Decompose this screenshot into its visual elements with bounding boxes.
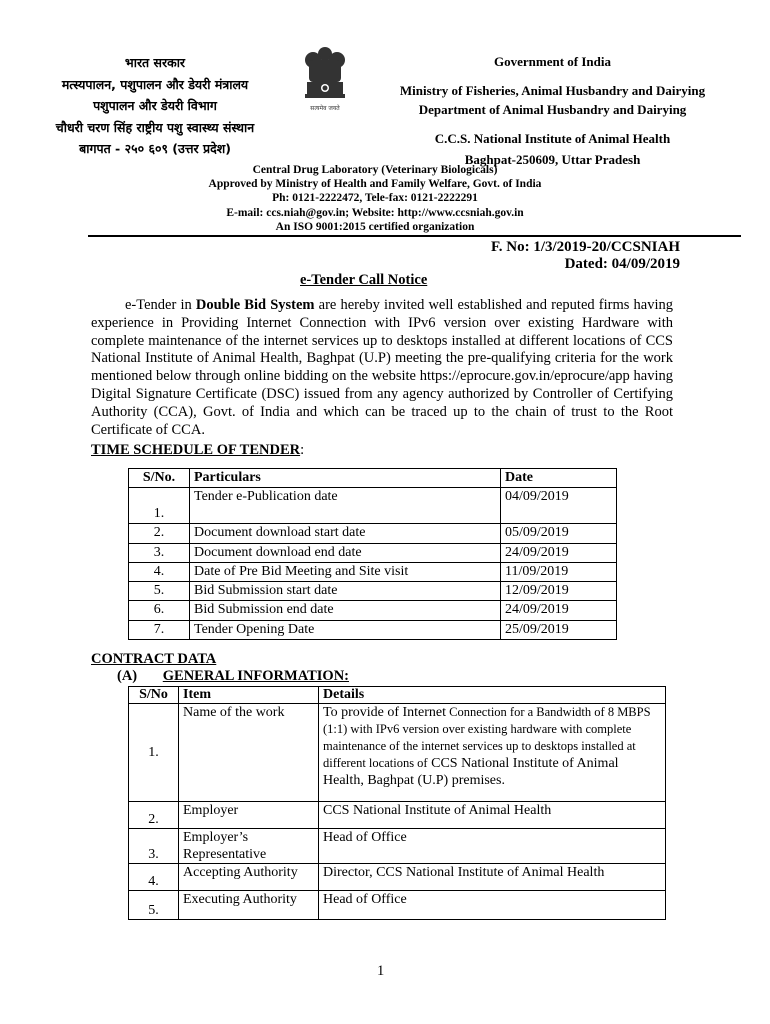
lab-info — [130, 163, 620, 234]
cell: Executing Authority — [179, 891, 319, 920]
table-row — [129, 620, 617, 639]
cell: Head of Office — [319, 829, 666, 864]
col-header: Particulars — [190, 469, 501, 488]
col-header: S/No. — [129, 469, 190, 488]
table-header-row — [129, 469, 617, 488]
cell: Document download start date — [190, 524, 501, 543]
time-schedule-table — [128, 468, 617, 640]
hindi-line: बागपत - २५० ६०९ (उत्तर प्रदेश) — [79, 141, 231, 156]
cell: Tender Opening Date — [190, 620, 501, 639]
cell: 5. — [129, 582, 190, 601]
contract-data-heading: CONTRACT DATA — [91, 651, 217, 667]
lab-line: Central Drug Laboratory (Veterinary Biologicals) — [252, 164, 498, 176]
cell: 1. — [129, 488, 190, 524]
file-reference — [491, 239, 680, 273]
details-text: Connection for a Bandwidth of 8 MBPS (1:1) with IPv6 version over existing hardware with complete maintenance of the internet services up to desktops installed at different locations of — [323, 705, 651, 770]
cell: 04/09/2019 — [501, 488, 617, 524]
hindi-line: चौधरी चरण सिंह राष्ट्रीय पशु स्वास्थ्य संस्थान — [55, 119, 255, 135]
table-row — [129, 582, 617, 601]
page-number: 1 — [377, 963, 385, 979]
table-row — [129, 864, 666, 891]
section-label: (A) — [117, 668, 138, 684]
cell: 11/09/2019 — [501, 562, 617, 581]
english-header — [385, 52, 720, 170]
cell: 4. — [129, 864, 179, 891]
cell: Head of Office — [319, 891, 666, 920]
english-line: Ministry of Fisheries, Animal Husbandry and Dairying — [399, 82, 706, 98]
cell: 4. — [129, 562, 190, 581]
table-row — [129, 488, 617, 524]
col-header: Details — [319, 687, 666, 704]
cell: CCS National Institute of Animal Health — [319, 802, 666, 829]
intro-bold: Double Bid System — [195, 297, 315, 313]
cell: 24/09/2019 — [501, 601, 617, 620]
col-header: S/No — [129, 687, 179, 704]
notice-title: e-Tender Call Notice — [300, 272, 428, 288]
section-title: GENERAL INFORMATION: — [162, 668, 349, 684]
hindi-line: भारत सरकार — [124, 55, 186, 70]
lab-line: An ISO 9001:2015 certified organization — [275, 220, 475, 233]
cell: 7. — [129, 620, 190, 639]
header-divider — [88, 235, 741, 237]
hindi-line: पशुपालन और डेयरी विभाग — [93, 98, 217, 113]
emblem-caption: सत्यमेव जयते — [310, 105, 340, 112]
col-header: Date — [501, 469, 617, 488]
table-row — [129, 524, 617, 543]
general-info-heading — [117, 668, 349, 685]
table-row — [129, 543, 617, 562]
english-line: Baghpat-250609, Uttar Pradesh — [464, 152, 641, 167]
cell: 3. — [129, 543, 190, 562]
cell: Tender e-Publication date — [190, 488, 501, 524]
cell: Name of the work — [179, 704, 319, 802]
cell: Bid Submission end date — [190, 601, 501, 620]
cell: 24/09/2019 — [501, 543, 617, 562]
cell: 2. — [129, 802, 179, 829]
cell: 1. — [129, 704, 179, 802]
lab-line: Ph: 0121-2222472, Tele-fax: 0121-2222291 — [272, 192, 478, 205]
table-row — [129, 704, 666, 802]
table-row — [129, 562, 617, 581]
cell: Date of Pre Bid Meeting and Site visit — [190, 562, 501, 581]
table-row — [129, 601, 617, 620]
cell: Accepting Authority — [179, 864, 319, 891]
details-text: To provide of Internet — [323, 705, 447, 720]
cell: Document download end date — [190, 543, 501, 562]
english-line: Government of India — [494, 54, 611, 69]
table-header-row — [129, 687, 666, 704]
cell: Employer’s Representative — [179, 829, 319, 864]
table-row — [129, 829, 666, 864]
hindi-line: मत्स्यपालन, पशुपालन और डेयरी मंत्रालय — [61, 76, 249, 92]
cell — [319, 704, 666, 802]
table-row — [129, 891, 666, 920]
cell: 05/09/2019 — [501, 524, 617, 543]
cell: 2. — [129, 524, 190, 543]
lab-line: Approved by Ministry of Health and Family Welfare, Govt. of India — [208, 178, 542, 191]
lab-line: E-mail: ccs.niah@gov.in; Website: http://www.ccsniah.gov.in — [226, 206, 524, 219]
details-text: CCS National Institute of Animal Health, Baghpat (U.P) premises. — [323, 756, 619, 788]
col-header: Item — [179, 687, 319, 704]
national-emblem-icon — [301, 44, 349, 122]
cell: Bid Submission start date — [190, 582, 501, 601]
english-line: C.C.S. National Institute of Animal Health — [434, 130, 671, 146]
intro-post: are hereby invited well established and reputed firms having experience in Providing Internet Connection with IPv6 version over existing Hardware with complete maintenance of the internet services up to desktops installed at different locations of CCS National Institute of Animal Health, Baghpat (U.P) meeting the pre-qualifying criteria for the work mentioned below through online bidding on the website https://eprocure.gov.in/eprocure/app having Digital Signature Certificate (DSC) issued from any agency authorized by Controller of Certifying Authority (CCA), Govt. of India and which can be traced up to the chain of trust to the Root Certificate of CCA. — [91, 297, 673, 438]
cell: Director, CCS National Institute of Animal Health — [319, 864, 666, 891]
general-info-table — [128, 686, 666, 920]
time-schedule-heading: TIME SCHEDULE OF TENDER: — [91, 442, 305, 458]
file-number: F. No: 1/3/2019-20/CCSNIAH — [490, 239, 680, 255]
cell: 25/09/2019 — [501, 620, 617, 639]
hindi-header — [20, 52, 290, 160]
table-row — [129, 802, 666, 829]
english-line: Department of Animal Husbandry and Dairying — [418, 102, 687, 117]
cell: 5. — [129, 891, 179, 920]
cell: 6. — [129, 601, 190, 620]
cell: 12/09/2019 — [501, 582, 617, 601]
dated: Dated: 04/09/2019 — [564, 256, 680, 272]
cell: 3. — [129, 829, 179, 864]
intro-paragraph — [91, 297, 673, 439]
intro-pre: e-Tender in — [125, 297, 196, 313]
cell: Employer — [179, 802, 319, 829]
